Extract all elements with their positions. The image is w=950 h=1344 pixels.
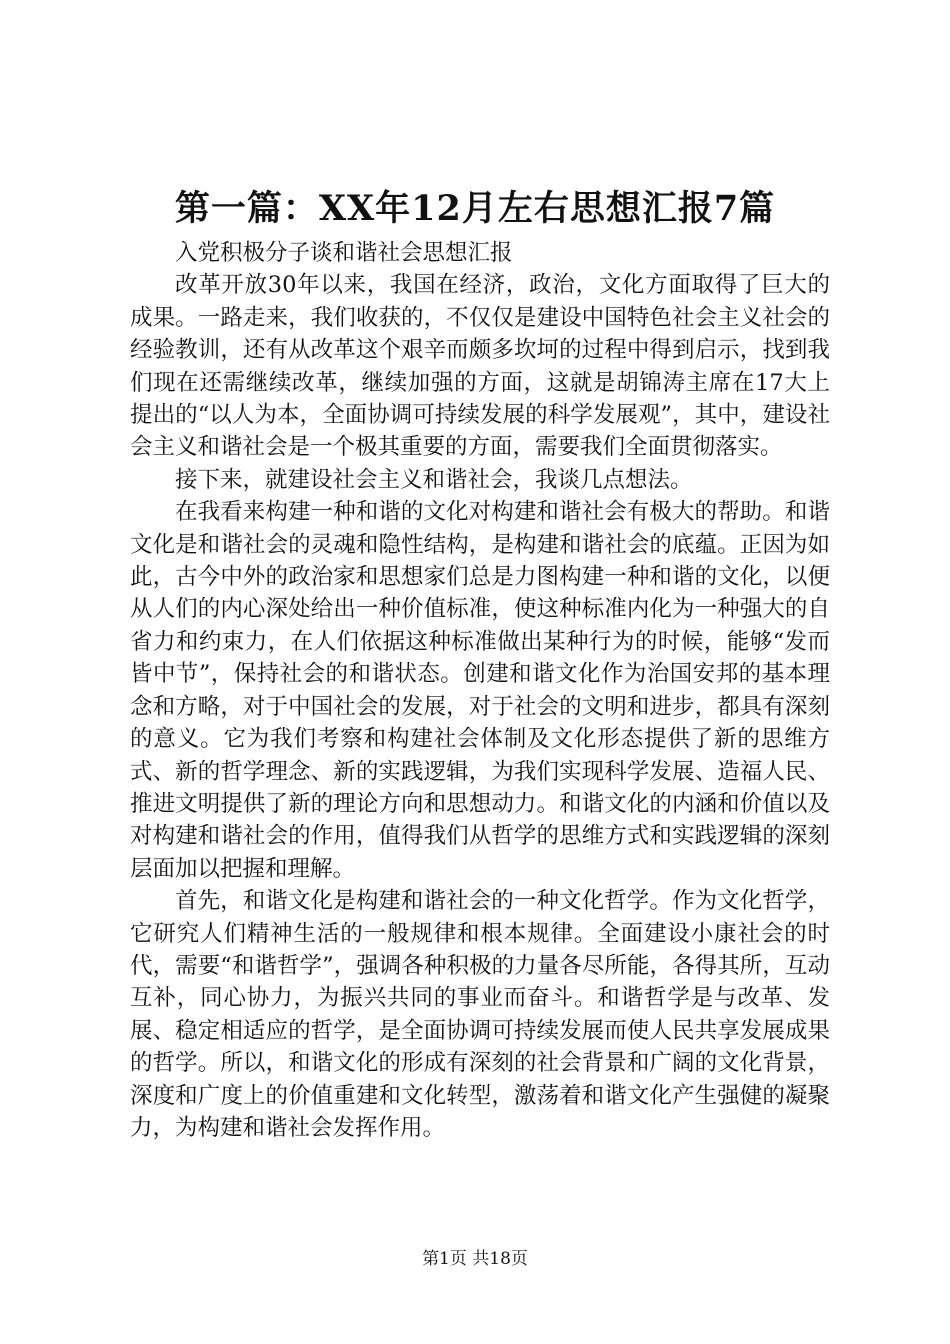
- paragraph: 改革开放30年以来，我国在经济，政治，文化方面取得了巨大的成果。一路走来，我们收获的，不仅仅是建设中国特色社会主义社会的经验教训，还有从改革这个艰辛而颇多坎坷的过程中得到启示，找到我们现在还需继续改革，继续加强的方面，这就是胡锦涛主席在17大上提出的“以人为本，全面协调可持续发展的科学发展观”，其中，建设社会主义和谐社会是一个极其重要的方面，需要我们全面贯彻落实。: [130, 272, 830, 461]
- paragraph-subtitle: 入党积极分子谈和谐社会思想汇报: [175, 240, 513, 266]
- paragraph: 在我看来构建一种和谐的文化对构建和谐社会有极大的帮助。和谐文化是和谐社会的灵魂和隐性结构，是构建和谐社会的底蕴。正因为如此，古今中外的政治家和思想家们总是力图构建一种和谐的文化，以便从人们的内心深处给出一种价值标准，使这种标准内化为一种强大的自省力和约束力，在人们依据这种标准做出某种行为的时候，能够“发而皆中节”，保持社会的和谐状态。创建和谐文化作为治国安邦的基本理念和方略，对于中国社会的发展，对于社会的文明和进步，都具有深刻的意义。它为我们考察和构建社会体制及文化形态提供了新的思维方式、新的哲学理念、新的实践逻辑，为我们实现科学发展、造福人民、推进文明提供了新的理论方向和思想动力。和谐文化的内涵和价值以及对构建和谐社会的作用，值得我们从哲学的思维方式和实践逻辑的深刻层面加以把握和理解。: [130, 499, 830, 882]
- paragraph: 首先，和谐文化是构建和谐社会的一种文化哲学。作为文化哲学，它研究人们精神生活的一般规律和根本规律。全面建设小康社会的时代，需要“和谐哲学”，强调各种积极的力量各尽所能，各得其所，互动互补，同心协力，为振兴共同的事业而奋斗。和谐哲学是与改革、发展、稳定相适应的哲学，是全面协调可持续发展而使人民共享发展成果的哲学。所以，和谐文化的形成有深刻的社会背景和广阔的文化背景，深度和广度上的价值重建和文化转型，激荡着和谐文化产生强健的凝聚力，为构建和谐社会发挥作用。: [130, 888, 830, 1141]
- document-body: [130, 237, 830, 1144]
- paragraph: 接下来，就建设社会主义和谐社会，我谈几点想法。: [175, 466, 693, 493]
- document-title: 第一篇：XX年12月左右思想汇报7篇: [174, 188, 776, 229]
- page-number-footer: 第1页 共18页: [422, 1249, 528, 1269]
